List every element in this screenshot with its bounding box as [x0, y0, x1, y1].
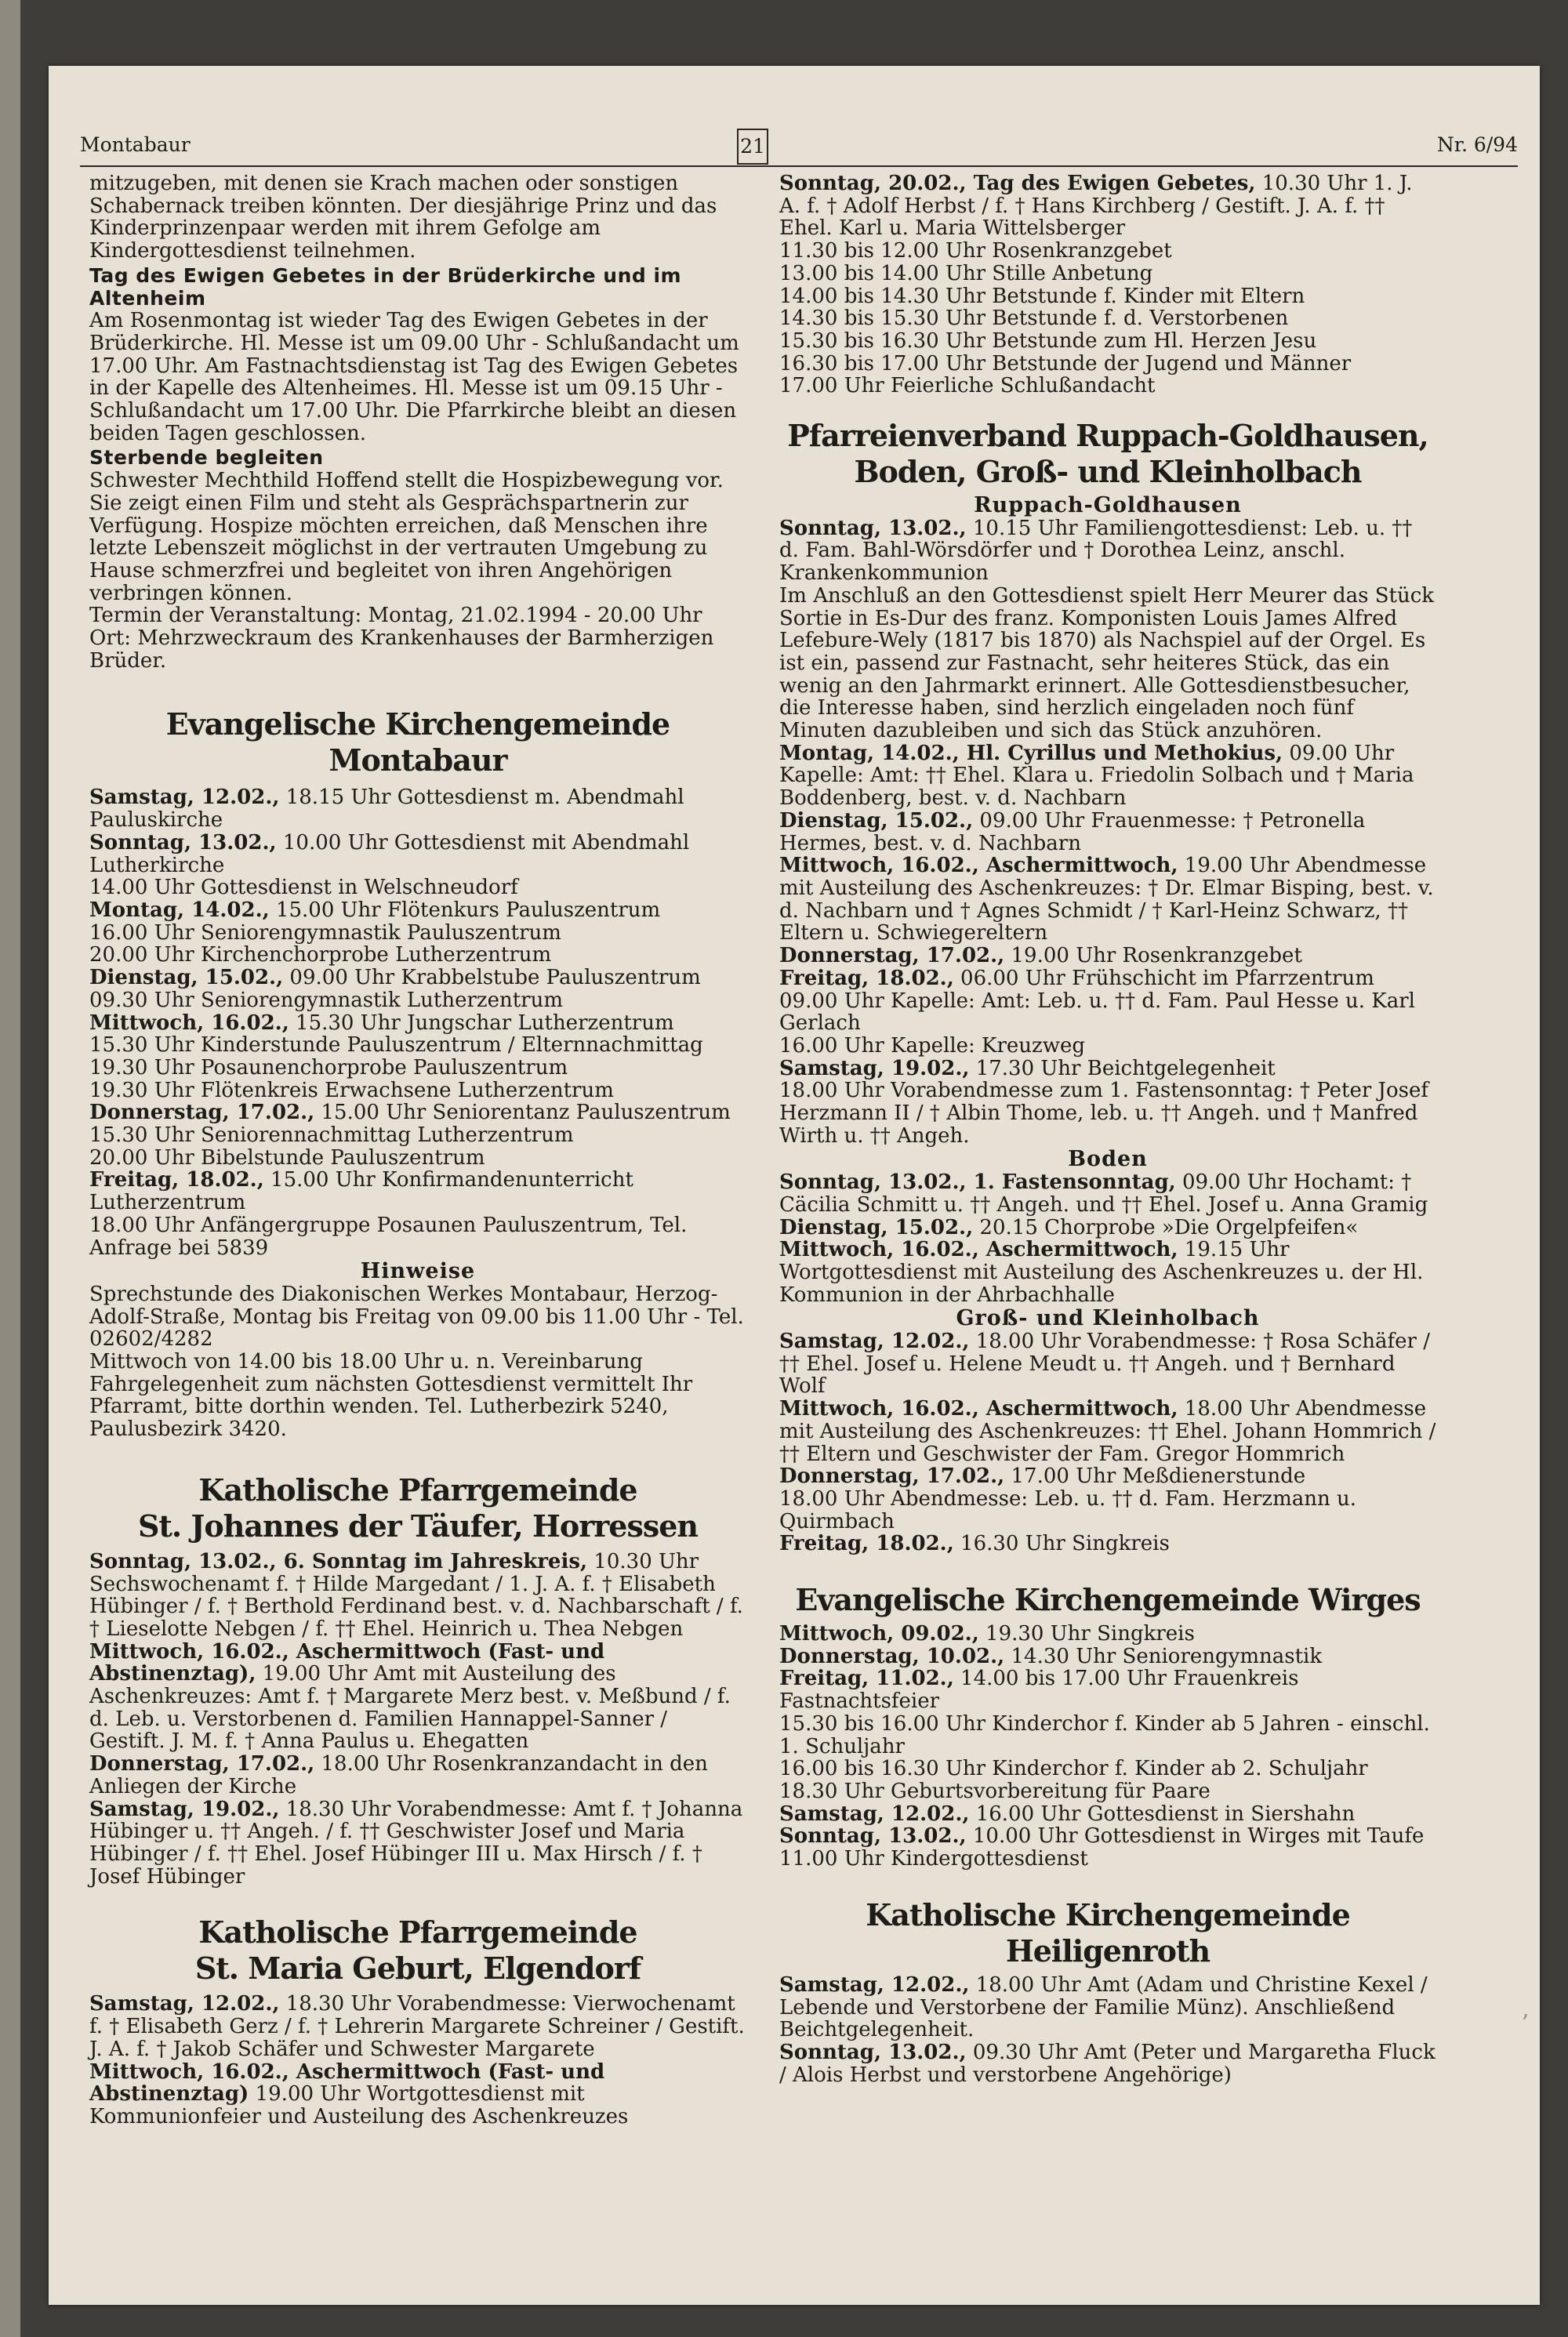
left-column [89, 172, 746, 2128]
intro-paragraph: mitzugeben, mit denen sie Krach machen oder sonstigen Schabernack treiben könnten. Der diesjährige Prinz und das Kinderprinzenpaar werden mit ihrem Gefolge am Kindergottesdienst teilnehmen. [89, 172, 717, 263]
section-heading: Tag des Ewigen Gebetes in der Brüderkirche und im Altenheim [89, 263, 682, 310]
entry: Dienstag, 15.02., 09.00 Uhr Krabbelstube Pauluszentrum [89, 966, 701, 990]
entry: Samstag, 19.02., 17.30 Uhr Beichtgelegenheit [779, 1056, 1276, 1080]
entry: Dienstag, 15.02., 20.15 Chorprobe »Die Orgelpfeifen« [779, 1215, 1359, 1239]
entry-line: 20.00 Uhr Kirchenchorprobe Lutherzentrum [89, 943, 552, 967]
section-title: Evangelische Kirchengemeinde Montabaur [165, 706, 670, 778]
entry: Sonntag, 13.02., 1. Fastensonntag, 09.00 Uhr Hochamt: † Cäcilia Schmitt u. †† Angeh. und †† Ehel. Josef u. Anna Gramig [779, 1170, 1428, 1217]
paragraph: Im Anschluß an den Gottesdienst spielt Herr Meurer das Stück Sortie in Es-Dur des franz. Komponisten Louis James Alfred Lefebure-Wely (1817 bis 1870) als Nachspiel auf der Orgel. Es ist ein, passend zur Fastnacht, sehr heiteres Stück, das ein wenig an den Jahrmarkt erinnert. Alle Gottesdienstbesucher, die Interesse haben, sind herzlich eingeladen noch fünf Minuten dazubleiben und sich das Stück anzuhören. [779, 583, 1435, 743]
entry: Samstag, 12.02., 18.00 Uhr Vorabendmesse: † Rosa Schäfer / †† Ehel. Josef u. Helene Meudt u. †† Angeh. und † Bernhard Wolf [779, 1330, 1430, 1399]
right-column [779, 172, 1436, 2086]
entry: Freitag, 18.02., 15.00 Uhr Konfirmandenunterricht Lutherzentrum [89, 1168, 633, 1215]
page-edge-mark: ’ [1521, 2010, 1529, 2038]
newspaper-page [49, 66, 1540, 2305]
entry-line: 16.00 Uhr Seniorengymnastik Pauluszentrum [89, 920, 561, 945]
entry: Dienstag, 15.02., 09.00 Uhr Frauenmesse: † Petronella Hermes, best. v. d. Nachbarn [779, 808, 1366, 855]
entry-line: 15.30 Uhr Seniorennachmittag Lutherzentrum [89, 1123, 574, 1148]
paragraph: Sprechstunde des Diakonischen Werkes Montabaur, Herzog-Adolf-Straße, Montag bis Freitag von 09.00 bis 11.00 Uhr - Tel. 02602/4282 [89, 1282, 744, 1352]
entry: Samstag, 12.02., 16.00 Uhr Gottesdienst in Siershahn [779, 1802, 1356, 1826]
subheading: Ruppach-Goldhausen [974, 493, 1242, 518]
entry: Donnerstag, 10.02., 14.30 Uhr Seniorengymnastik [779, 1644, 1323, 1668]
entry-line: 18.30 Uhr Geburtsvorbereitung für Paare [779, 1780, 1210, 1803]
entry: Sonntag, 13.02., 10.15 Uhr Familiengottesdienst: Leb. u. †† d. Fam. Bahl-Wörsdörfer und † Dorothea Leinz, anschl. Krankenkommunion [779, 516, 1413, 586]
entry-line: 18.00 Uhr Vorabendmesse zum 1. Fastensonntag: † Peter Josef Herzmann II / † Albin Thome, leb. u. †† Angeh. und † Manfred Wirth u. †† Angeh. [779, 1079, 1428, 1148]
entry: Mittwoch, 16.02., 15.30 Uhr Jungschar Lutherzentrum [89, 1011, 674, 1035]
entry: Donnerstag, 17.02., 19.00 Uhr Rosenkranzgebet [779, 944, 1302, 968]
entry-line: 19.30 Uhr Posaunenchorprobe Pauluszentrum [89, 1055, 568, 1080]
entry: Samstag, 19.02., 18.30 Uhr Vorabendmesse: Amt f. † Johanna Hübinger u. †† Angeh. / f. †† Geschwister Josef und Maria Hübinger / f. †† Ehel. Josef Hübinger III u. Max Hirsch / f. † Josef Hübinger [89, 1797, 743, 1889]
entry-line: 18.00 Uhr Abendmesse: Leb. u. †† d. Fam. Herzmann u. Quirmbach [779, 1486, 1356, 1533]
header-town: Montabaur [80, 133, 191, 156]
entry: Sonntag, 13.02., 10.00 Uhr Gottesdienst mit Abendmahl Lutherkirche [89, 830, 690, 877]
subheading: Boden [1068, 1147, 1148, 1172]
entry-line: 14.30 bis 15.30 Uhr Betstunde f. d. Verstorbenen [779, 307, 1289, 331]
entry-line: 09.30 Uhr Seniorengymnastik Lutherzentrum [89, 988, 564, 1012]
entry: Donnerstag, 17.02., 17.00 Uhr Meßdienerstunde [779, 1464, 1306, 1489]
entry: Mittwoch, 16.02., Aschermittwoch (Fast- und Abstinenztag) 19.00 Uhr Wortgottesdienst mit Kommunionfeier und Austeilung des Aschenkreuzes [89, 2059, 629, 2128]
entry-line: 15.30 bis 16.00 Uhr Kinderchor f. Kinder ab 5 Jahren - einschl. 1. Schuljahr [779, 1711, 1430, 1758]
paragraph: Mittwoch von 14.00 bis 18.00 Uhr u. n. Vereinbarung [89, 1350, 643, 1374]
entry: Samstag, 12.02., 18.30 Uhr Vorabendmesse: Vierwochenamt f. † Elisabeth Gerz / f. † Lehrerin Margarete Schreiner / Gestift. J. A. f. † Jakob Schäfer und Schwester Margarete [89, 1992, 745, 2061]
entry-line: 20.00 Uhr Bibelstunde Pauluszentrum [89, 1145, 485, 1170]
entry-line: 11.30 bis 12.00 Uhr Rosenkranzgebet [779, 239, 1172, 263]
paragraph: Ort: Mehrzweckraum des Krankenhauses der Barmherzigen Brüder. [89, 626, 714, 673]
subheading: Hinweise [360, 1259, 476, 1284]
entry: Sonntag, 20.02., Tag des Ewigen Gebetes, 10.30 Uhr 1. J. A. f. † Adolf Herbst / f. † Hans Kirchberg / Gestift. J. A. f. †† Ehel. Karl u. Maria Wittelsberger [779, 172, 1413, 241]
entry-line: 14.00 Uhr Gottesdienst in Welschneudorf [89, 876, 518, 900]
entry-line: 16.30 bis 17.00 Uhr Betstunde der Jugend und Männer [779, 351, 1352, 376]
entry: Donnerstag, 17.02., 15.00 Uhr Seniorentanz Pauluszentrum [89, 1101, 731, 1125]
entry-line: 19.30 Uhr Flötenkreis Erwachsene Lutherzentrum [89, 1078, 614, 1102]
paragraph: Termin der Veranstaltung: Montag, 21.02.1994 - 20.00 Uhr [89, 604, 702, 628]
entry: Donnerstag, 17.02., 18.00 Uhr Rosenkranzandacht in den Anliegen der Kirche [89, 1752, 708, 1798]
section-title: Evangelische Kirchengemeinde Wirges [795, 1582, 1421, 1618]
entry: Sonntag, 13.02., 09.30 Uhr Amt (Peter und Margaretha Fluck / Alois Herbst und verstorbene Angehörige) [779, 2040, 1436, 2087]
entry-line: 14.00 bis 14.30 Uhr Betstunde f. Kinder mit Eltern [779, 284, 1305, 308]
entry: Mittwoch, 16.02., Aschermittwoch, 18.00 Uhr Abendmesse mit Austeilung des Aschenkreuzes: †† Ehel. Johann Hommrich / †† Eltern und Geschwister der Fam. Gregor Hommrich [779, 1397, 1436, 1466]
entry: Freitag, 11.02., 14.00 bis 17.00 Uhr Frauenkreis Fastnachtsfeier [779, 1667, 1299, 1714]
entry-line: 15.30 bis 16.30 Uhr Betstunde zum Hl. Herzen Jesu [779, 328, 1317, 353]
entry: Mittwoch, 16.02., Aschermittwoch, 19.00 Uhr Abendmesse mit Austeilung des Aschenkreuzes: † Dr. Elmar Bisping, best. v. d. Nachbarn und † Agnes Schmidt / † Karl-Heinz Schwarz, †† Eltern u. Schwiegereltern [779, 854, 1434, 945]
section-heading: Sterbende begleiten [89, 446, 324, 470]
entry-line: 09.00 Uhr Kapelle: Amt: Leb. u. †† d. Fam. Paul Hesse u. Karl Gerlach [779, 989, 1415, 1036]
entry: Freitag, 18.02., 06.00 Uhr Frühschicht im Pfarrzentrum [779, 966, 1374, 990]
section-title: Katholische Kirchengemeinde Heiligenroth [866, 1896, 1350, 1969]
entry: Mittwoch, 09.02., 19.30 Uhr Singkreis [779, 1622, 1195, 1646]
entry-line: 11.00 Uhr Kindergottesdienst [779, 1847, 1088, 1871]
entry-line: 17.00 Uhr Feierliche Schlußandacht [779, 374, 1156, 398]
entry: Sonntag, 13.02., 6. Sonntag im Jahreskreis, 10.30 Uhr Sechswochenamt f. † Hilde Margedant / 1. J. A. f. † Elisabeth Hübinger / f. † Berthold Ferdinand best. v. d. Nachbarschaft / f. † Lieselotte Nebgen / f. †† Ehel. Heinrich u. Thea Nebgen [89, 1549, 743, 1641]
entry: Sonntag, 13.02., 10.00 Uhr Gottesdienst in Wirges mit Taufe [779, 1824, 1425, 1849]
header-rule [80, 165, 1518, 167]
section-title: Katholische Pfarrgemeinde St. Johannes der Täufer, Horressen [137, 1472, 699, 1544]
entry-line: 13.00 bis 14.00 Uhr Stille Anbetung [779, 261, 1153, 285]
entry: Freitag, 18.02., 16.30 Uhr Singkreis [779, 1532, 1170, 1556]
entry: Mittwoch, 16.02., Aschermittwoch, 19.15 Uhr Wortgottesdienst mit Austeilung des Aschenkreuzes u. der Hl. Kommunion in der Ahrbachhalle [779, 1238, 1424, 1307]
header-issue: Nr. 6/94 [1436, 133, 1518, 156]
page-number: 21 [737, 129, 768, 165]
section-title: Pfarreienverband Ruppach-Goldhausen, Boden, Groß- und Kleinholbach [787, 418, 1428, 490]
adjacent-page-edge [0, 0, 20, 2337]
entry: Mittwoch, 16.02., Aschermittwoch (Fast- und Abstinenztag), 19.00 Uhr Amt mit Austeilung des Aschenkreuzes: Amt f. † Margarete Merz best. v. Meßbund / f. d. Leb. u. Verstorbenen d. Familien Hannappel-Sanner / Gestift. J. M. f. † Anna Paulus u. Ehegatten [89, 1639, 731, 1754]
entry-line: 16.00 Uhr Kapelle: Kreuzweg [779, 1033, 1086, 1058]
entry: Montag, 14.02., Hl. Cyrillus und Methokius, 09.00 Uhr Kapelle: Amt: †† Ehel. Klara u. Friedolin Solbach und † Maria Boddenberg, best. v. d. Nachbarn [779, 741, 1414, 811]
entry: Samstag, 12.02., 18.00 Uhr Amt (Adam und Christine Kexel / Lebende und Verstorbene der Familie Münz). Anschließend Beichtgelegenheit. [779, 1972, 1428, 2042]
entry-line: 16.00 bis 16.30 Uhr Kinderchor f. Kinder ab 2. Schuljahr [779, 1757, 1368, 1781]
paragraph: Am Rosenmontag ist wieder Tag des Ewigen Gebetes in der Brüderkirche. Hl. Messe ist um 09.00 Uhr - Schlußandacht um 17.00 Uhr. Am Fastnachtsdienstag ist Tag des Ewigen Gebetes in der Kapelle des Altenheimes. Hl. Messe ist um 09.15 Uhr - Schlußandacht um 17.00 Uhr. Die Pfarrkirche bleibt an diesen beiden Tagen geschlossen. [89, 309, 739, 445]
paragraph: Schwester Mechthild Hoffend stellt die Hospizbewegung vor. Sie zeigt einen Film und steht als Gesprächspartnerin zur Verfügung. Hospize möchten erreichen, daß Menschen ihre letzte Lebenszeit möglichst in der vertrauten Umgebung zu Hause schmerzfrei und begleitet von ihren Angehörigen verbringen können. [89, 469, 724, 605]
paragraph: Fahrgelegenheit zum nächsten Gottesdienst vermittelt Ihr Pfarramt, bitte dorthin wenden. Tel. Lutherbezirk 5240, Paulusbezirk 3420. [89, 1372, 693, 1442]
entry-line: 18.00 Uhr Anfängergruppe Posaunen Pauluszentrum, Tel. Anfrage bei 5839 [89, 1213, 688, 1260]
subheading: Groß- und Kleinholbach [956, 1306, 1260, 1331]
entry: Montag, 14.02., 15.00 Uhr Flötenkurs Pauluszentrum [89, 898, 661, 922]
section-title: Katholische Pfarrgemeinde St. Maria Geburt, Elgendorf [194, 1914, 641, 1987]
entry-line: 15.30 Uhr Kinderstunde Pauluszentrum / Elternnachmittag [89, 1033, 703, 1058]
entry: Samstag, 12.02., 18.15 Uhr Gottesdienst m. Abendmahl Pauluskirche [89, 786, 684, 833]
